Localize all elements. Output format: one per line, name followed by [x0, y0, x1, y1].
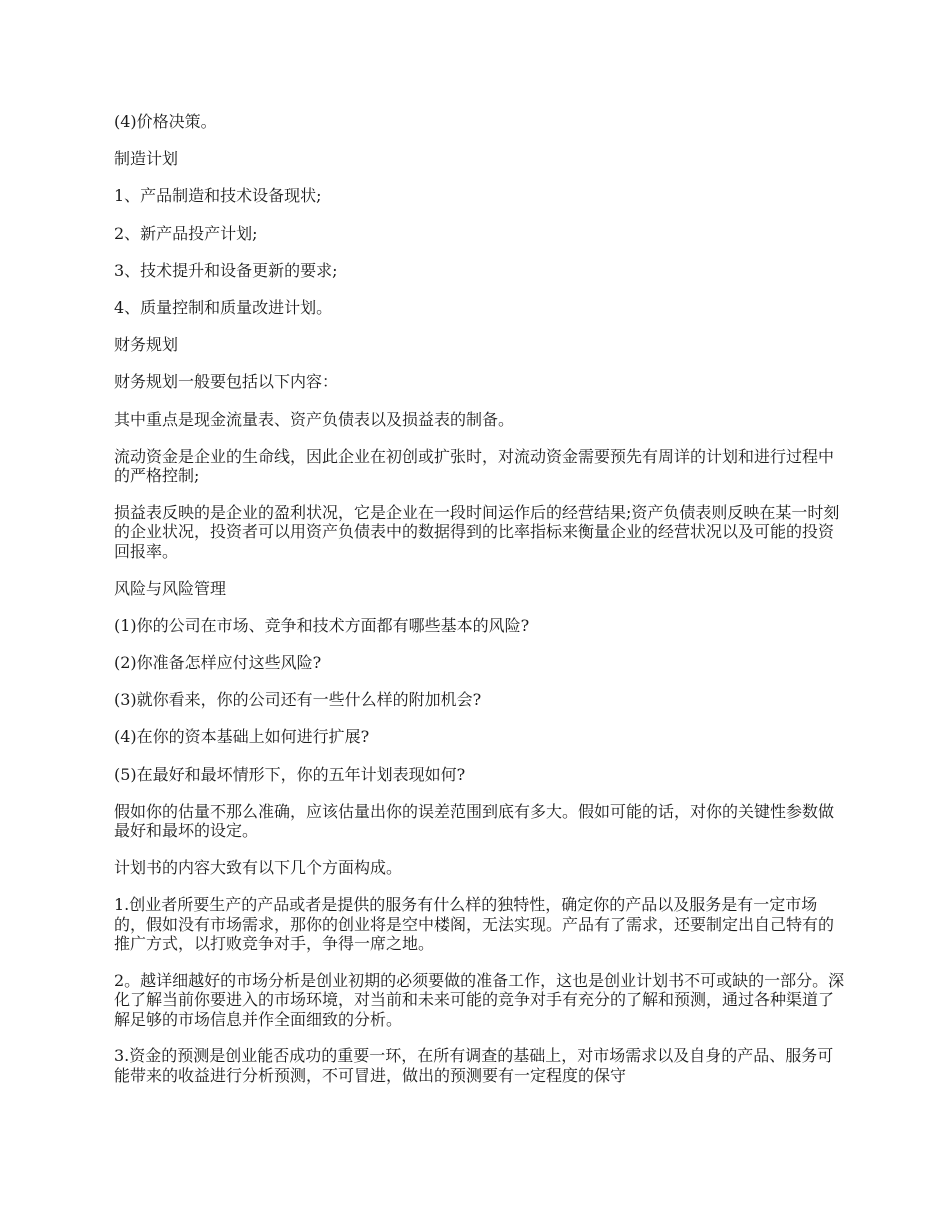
- list-item: (3)就你看来，你的公司还有一些什么样的附加机会?: [114, 690, 482, 710]
- paragraph: 1.创业者所要生产的产品或者是提供的服务有什么样的独特性，确定你的产品以及服务是有一定市场的，假如没有市场需求，那你的创业将是空中楼阁，无法实现。产品有了需求，还要制定出自己特有的推广方式，以打败竞争对手，争得一席之地。: [114, 895, 835, 954]
- paragraph: 假如你的估量不那么准确，应该估量出你的误差范围到底有多大。假如可能的话，对你的关键性参数做最好和最坏的设定。: [114, 801, 835, 841]
- list-item: (1)你的公司在市场、竞争和技术方面都有哪些基本的风险?: [114, 615, 530, 635]
- heading-manufacturing-plan: 制造计划: [114, 149, 179, 169]
- paragraph: 流动资金是企业的生命线，因此企业在初创或扩张时，对流动资金需要预先有周详的计划和进行过程中的严格控制;: [114, 446, 835, 486]
- paragraph: 财务规划一般要包括以下内容：: [114, 372, 339, 392]
- document-page: [114, 112, 846, 1103]
- paragraph: 2。越详细越好的市场分析是创业初期的必须要做的准备工作，这也是创业计划书不可或缺的一部分。深化了解当前你要进入的市场环境，对当前和未来可能的竞争对手有充分的了解和预测，通过各种渠道了解足够的市场信息并作全面细致的分析。: [114, 970, 845, 1029]
- list-item: 3、技术提升和设备更新的要求;: [114, 260, 338, 280]
- heading-risk-management: 风险与风险管理: [114, 578, 227, 598]
- list-item: 4、质量控制和质量改进计划。: [114, 297, 333, 317]
- paragraph: 损益表反映的是企业的盈利状况，它是企业在一段时间运作后的经营结果;资产负债表则反映在某一时刻的企业状况，投资者可以用资产负债表中的数据得到的比率指标来衡量企业的经营状况以及可能的投资回报率。: [114, 502, 840, 561]
- list-item: (5)在最好和最坏情形下，你的五年计划表现如何?: [114, 764, 466, 784]
- list-item: 1、产品制造和技术设备现状;: [114, 186, 322, 206]
- paragraph-price-decision: (4)价格决策。: [114, 112, 217, 131]
- paragraph: 计划书的内容大致有以下几个方面构成。: [114, 857, 403, 877]
- paragraph: 其中重点是现金流量表、资产负债表以及损益表的制备。: [114, 409, 515, 429]
- list-item: (4)在你的资本基础上如何进行扩展?: [114, 727, 370, 747]
- list-item: 2、新产品投产计划;: [114, 223, 258, 243]
- paragraph: 3.资金的预测是创业能否成功的重要一环，在所有调查的基础上，对市场需求以及自身的产品、服务可能带来的收益进行分析预测，不可冒进，做出的预测要有一定程度的保守: [114, 1046, 834, 1085]
- heading-financial-planning: 财务规划: [114, 335, 179, 355]
- list-item: (2)你准备怎样应付这些风险?: [114, 652, 322, 672]
